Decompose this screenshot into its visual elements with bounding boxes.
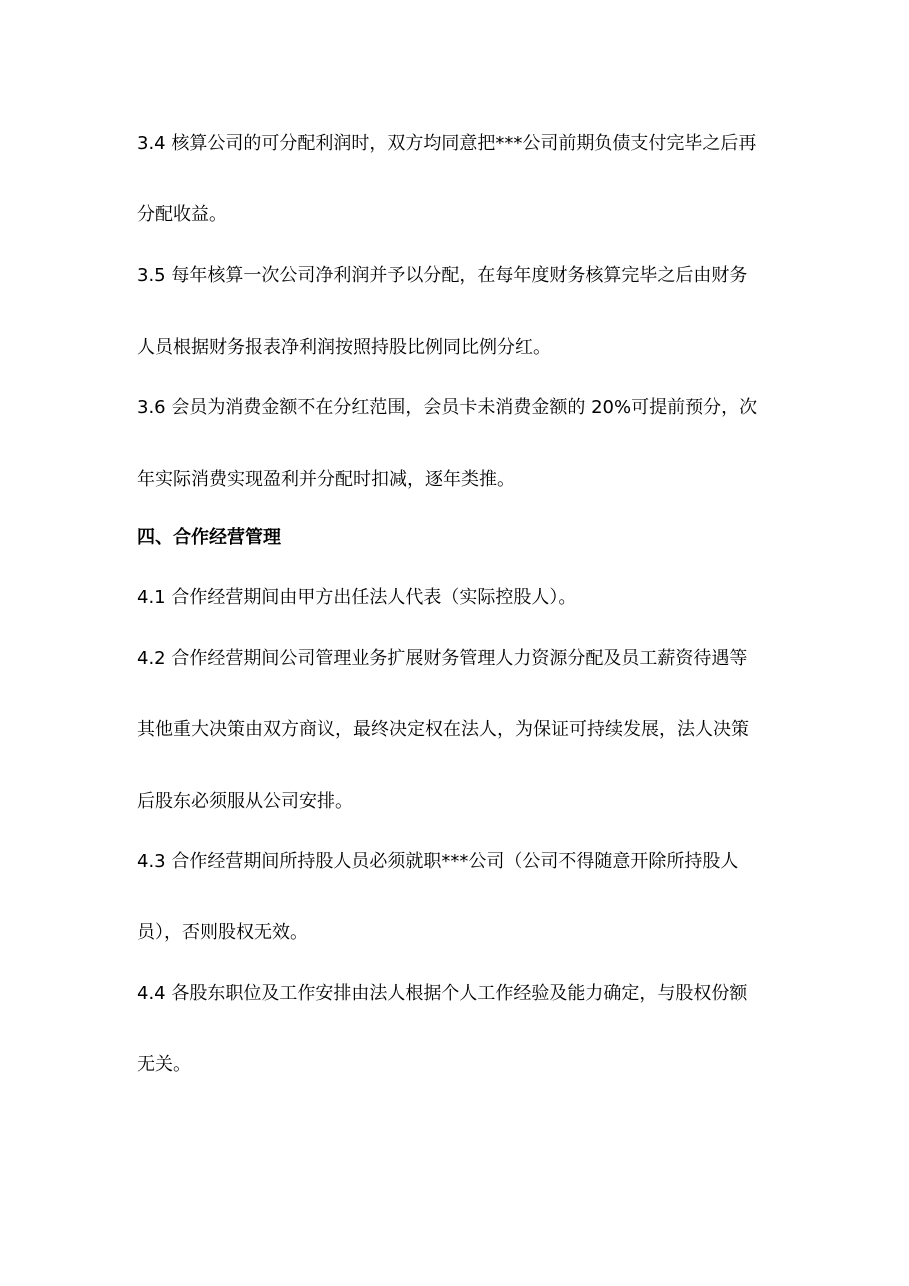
clause-4-3-line-2: 员），否则股权无效。: [137, 922, 308, 943]
clause-4-4-line-2: 无关。: [137, 1054, 191, 1075]
section-heading-cooperation-management: 四、合作经营管理: [137, 527, 281, 548]
clause-4-4-line-1: 4.4 各股东职位及工作安排由法人根据个人工作经验及能力确定，与股权份额: [137, 983, 748, 1004]
clause-3-6-line-1: 3.6 会员为消费金额不在分红范围，会员卡未消费金额的 20%可提前预分，次: [137, 397, 758, 418]
clause-4-1-line-1: 4.1 合作经营期间由甲方出任法人代表（实际控股人）。: [137, 587, 577, 608]
clause-4-2-line-3: 后股东必须服从公司安排。: [137, 791, 353, 812]
clause-3-4-line-2: 分配收益。: [137, 204, 227, 225]
clause-4-2-line-2: 其他重大决策由双方商议，最终决定权在法人，为保证可持续发展，法人决策: [137, 719, 749, 740]
clause-3-5-line-1: 3.5 每年核算一次公司净利润并予以分配，在每年度财务核算完毕之后由财务: [137, 265, 748, 286]
clause-3-4-line-1: 3.4 核算公司的可分配利润时，双方均同意把***公司前期负债支付完毕之后再: [137, 133, 757, 154]
clause-4-3-line-1: 4.3 合作经营期间所持股人员必须就职***公司（公司不得随意开除所持股人: [137, 851, 739, 872]
clause-3-6-line-2: 年实际消费实现盈利并分配时扣减，逐年类推。: [137, 469, 515, 490]
clause-3-5-line-2: 人员根据财务报表净利润按照持股比例同比例分红。: [137, 337, 551, 358]
clause-4-2-line-1: 4.2 合作经营期间公司管理业务扩展财务管理人力资源分配及员工薪资待遇等: [137, 648, 748, 669]
